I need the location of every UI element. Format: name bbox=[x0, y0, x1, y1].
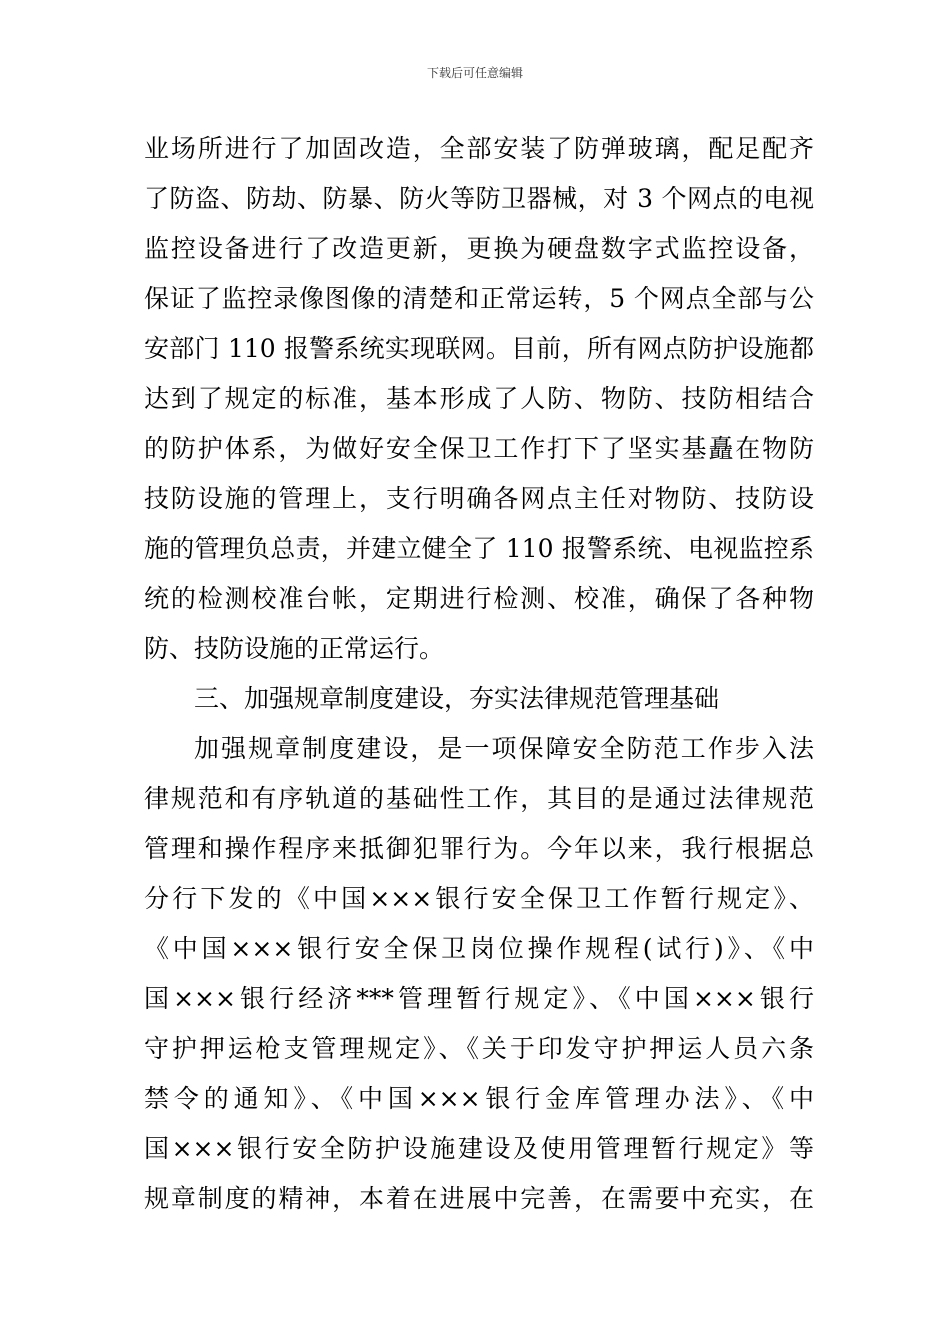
text-line: 施的管理负总责，并建立健全了 110 报警系统、电视监控系 bbox=[144, 534, 814, 563]
text-line: 监控设备进行了改造更新，更换为硬盘数字式监控设备， bbox=[144, 234, 814, 263]
text-line: 守护押运枪支管理规定》、《关于印发守护押运人员六条 bbox=[144, 1034, 814, 1063]
text-line: 分行下发的《中国×××银行安全保卫工作暂行规定》、 bbox=[144, 884, 814, 913]
text-line: 《中国×××银行安全保卫岗位操作规程(试行)》、《中 bbox=[144, 934, 814, 963]
text-line: 统的检测校准台帐，定期进行检测、校准，确保了各种物 bbox=[144, 584, 814, 613]
header-note: 下载后可任意编辑 bbox=[426, 66, 523, 80]
paragraph-first-line: 加强规章制度建设，是一项保障安全防范工作步入法 bbox=[194, 734, 814, 763]
text-line: 技防设施的管理上，支行明确各网点主任对物防、技防设 bbox=[144, 484, 814, 513]
text-line: 国×××银行经济***管理暂行规定》、《中国×××银行 bbox=[144, 984, 814, 1013]
text-line: 国×××银行安全防护设施建设及使用管理暂行规定》等 bbox=[144, 1134, 814, 1163]
text-line: 管理和操作程序来抵御犯罪行为。今年以来，我行根据总 bbox=[144, 834, 814, 863]
text-line: 安部门 110 报警系统实现联网。目前，所有网点防护设施都 bbox=[144, 334, 814, 363]
text-line: 了防盗、防劫、防暴、防火等防卫器械，对 3 个网点的电视 bbox=[144, 184, 814, 213]
text-line: 业场所进行了加固改造，全部安装了防弹玻璃，配足配齐 bbox=[144, 134, 814, 163]
text-line: 规章制度的精神，本着在进展中完善，在需要中充实，在 bbox=[144, 1184, 814, 1213]
section-heading: 三、加强规章制度建设，夯实法律规范管理基础 bbox=[194, 684, 720, 713]
text-line: 保证了监控录像图像的清楚和正常运转，5 个网点全部与公 bbox=[144, 284, 814, 313]
text-line: 禁令的通知》、《中国×××银行金库管理办法》、《中 bbox=[144, 1084, 814, 1113]
body-text bbox=[144, 124, 814, 1224]
text-line: 的防护体系，为做好安全保卫工作打下了坚实基矗在物防 bbox=[144, 434, 814, 463]
paragraph-end-line: 防、技防设施的正常运行。 bbox=[144, 634, 445, 663]
text-line: 达到了规定的标准，基本形成了人防、物防、技防相结合 bbox=[144, 384, 814, 413]
text-line: 律规范和有序轨道的基础性工作，其目的是通过法律规范 bbox=[144, 784, 814, 813]
